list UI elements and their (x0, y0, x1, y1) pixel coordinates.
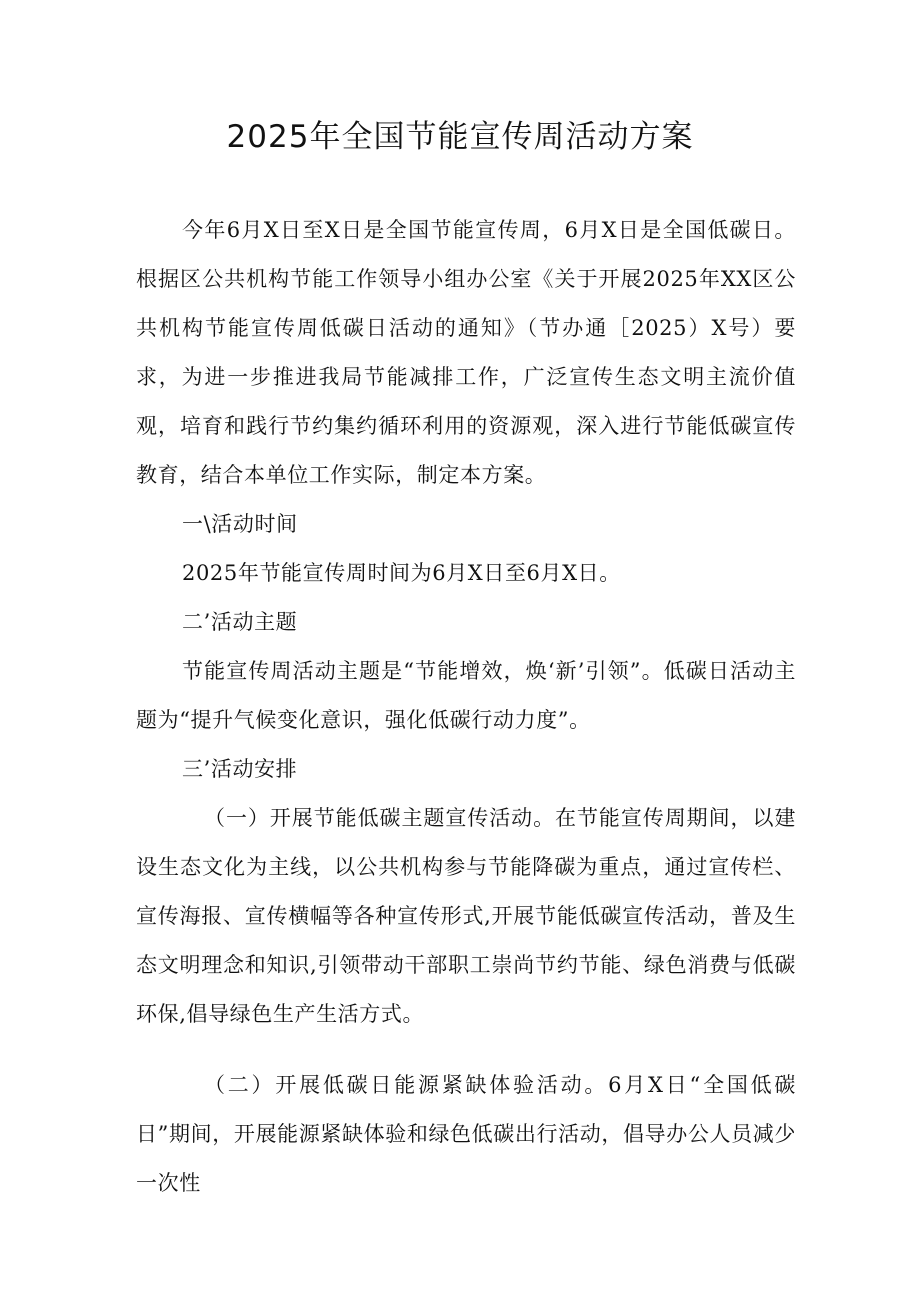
section-heading-arrangement: 三’活动安排 (182, 757, 298, 781)
document-body (136, 206, 796, 1208)
section-text-theme: 节能宣传周活动主题是“节能增效，焕‘新’引领”。低碳日活动主题为“提升气候变化意识，强化低碳行动力度”。 (136, 659, 796, 732)
section-text-time: 2025年节能宣传周时间为6月X日至6月X日。 (182, 561, 621, 585)
intro-paragraph: 今年6月X日至X日是全国节能宣传周，6月X日是全国低碳日。根据区公共机构节能工作领导小组办公室《关于开展2025年XX区公共机构节能宣传周低碳日活动的通知》（节办通［2025）X号）要求，为进一步推进我局节能减排工作，广泛宣传生态文明主流价值观，培育和践行节约集约循环利用的资源观，深入进行节能低碳宣传教育，结合本单位工作实际，制定本方案。 (136, 218, 796, 487)
document-title: 2025年全国节能宣传周活动方案 (226, 119, 694, 155)
arrangement-item-2: （二）开展低碳日能源紧缺体验活动。6月X日“全国低碳日”期间，开展能源紧缺体验和绿色低碳出行活动，倡导办公人员减少一次性 (136, 1073, 796, 1195)
arrangement-item-1: （一）开展节能低碳主题宣传活动。在节能宣传周期间，以建设生态文化为主线，以公共机构参与节能降碳为重点，通过宣传栏、宣传海报、宣传横幅等各种宣传形式,开展节能低碳宣传活动，普及生态文明理念和知识,引领带动干部职工崇尚节约节能、绿色消费与低碳环保,倡导绿色生产生活方式。 (136, 806, 796, 1026)
section-heading-theme: 二’活动主题 (182, 610, 298, 634)
section-heading-time: 一\活动时间 (182, 512, 298, 536)
